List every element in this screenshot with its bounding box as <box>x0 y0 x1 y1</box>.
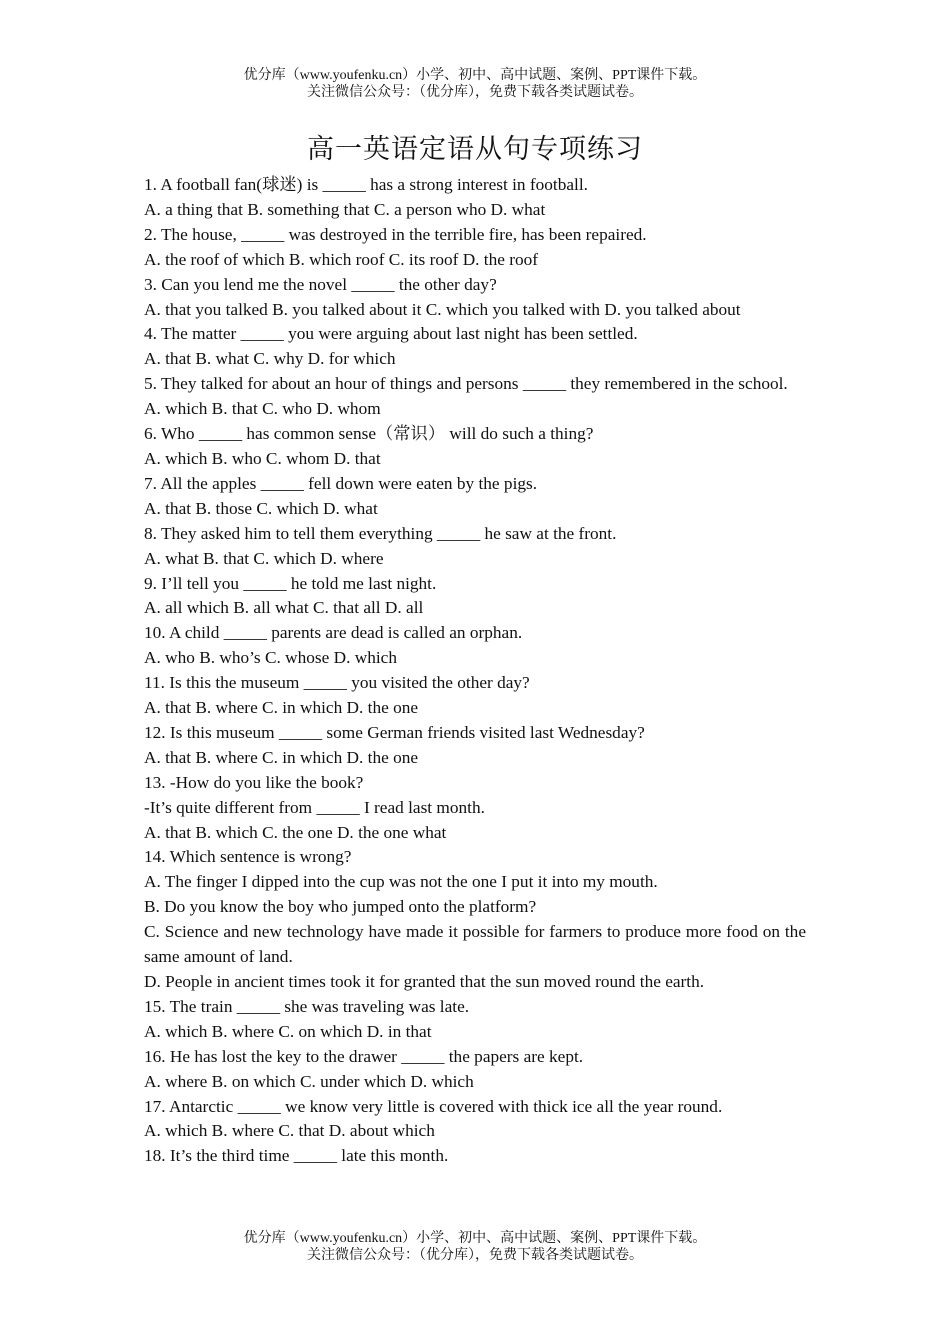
options-line: A. which B. where C. on which D. in that <box>144 1021 432 1041</box>
question-line: 1. A football fan(球迷) is _____ has a strong interest in football. <box>144 175 588 194</box>
option-line: A. The finger I dipped into the cup was not the one I put it into my mouth. <box>144 872 658 892</box>
header-line-1: 优分库（www.youfenku.cn）小学、初中、高中试题、案例、PPT课件下载。 <box>243 68 707 83</box>
question-line: 9. I’ll tell you _____ he told me last night. <box>144 573 437 593</box>
options-line: A. that B. those C. which D. what <box>144 498 378 518</box>
dialogue-line: -It’s quite different from _____ I read last month. <box>144 797 485 817</box>
question-line: 18. It’s the third time _____ late this month. <box>144 1146 449 1166</box>
options-line: A. that B. what C. why D. for which <box>144 349 396 369</box>
question-line: 13. -How do you like the book? <box>144 772 364 792</box>
question-line: 7. All the apples _____ fell down were eaten by the pigs. <box>144 473 538 493</box>
options-line: A. that you talked B. you talked about it C. which you talked with D. you talked about <box>144 299 741 319</box>
options-line: A. who B. who’s C. whose D. which <box>144 648 397 668</box>
question-line: 5. They talked for about an hour of things and persons _____ they remembered in the school. <box>144 374 788 394</box>
options-line: A. that B. which C. the one D. the one what <box>144 822 447 842</box>
footer-line-1: 优分库（www.youfenku.cn）小学、初中、高中试题、案例、PPT课件下载。 <box>243 1231 707 1246</box>
document-title: 高一英语定语从句专项练习 <box>307 134 643 164</box>
question-line: 8. They asked him to tell them everything _____ he saw at the front. <box>144 523 617 543</box>
options-line: A. all which B. all what C. that all D. all <box>144 598 424 618</box>
question-line: 6. Who _____ has common sense（常识） will do such a thing? <box>144 424 594 444</box>
options-line: A. which B. who C. whom D. that <box>144 448 381 468</box>
option-line: C. Science and new technology have made it possible for farmers to produce more food on the same amount of land. <box>144 922 806 967</box>
question-line: 11. Is this the museum _____ you visited the other day? <box>144 673 530 693</box>
page-footer <box>0 1230 950 1264</box>
question-line: 16. He has lost the key to the drawer _____ the papers are kept. <box>144 1046 584 1066</box>
question-line: 17. Antarctic _____ we know very little is covered with thick ice all the year round. <box>144 1096 723 1116</box>
question-line: 4. The matter _____ you were arguing about last night has been settled. <box>144 324 638 344</box>
question-line: 15. The train _____ she was traveling was late. <box>144 996 470 1016</box>
question-line: 10. A child _____ parents are dead is called an orphan. <box>144 623 523 643</box>
option-line: B. Do you know the boy who jumped onto the platform? <box>144 897 537 917</box>
options-line: A. what B. that C. which D. where <box>144 548 384 568</box>
options-line: A. that B. where C. in which D. the one <box>144 698 419 718</box>
options-line: A. the roof of which B. which roof C. its roof D. the roof <box>144 249 539 269</box>
option-line: D. People in ancient times took it for granted that the sun moved round the earth. <box>144 972 705 991</box>
options-line: A. which B. where C. that D. about which <box>144 1121 435 1141</box>
options-line: A. which B. that C. who D. whom <box>144 399 381 419</box>
question-line: 2. The house, _____ was destroyed in the terrible fire, has been repaired. <box>144 224 647 244</box>
page-header <box>0 67 950 101</box>
question-line: 12. Is this museum _____ some German friends visited last Wednesday? <box>144 722 645 742</box>
header-line-2: 关注微信公众号：（优分库），免费下载各类试题试卷。 <box>307 85 643 100</box>
exercise-body <box>144 173 806 1169</box>
question-line: 3. Can you lend me the novel _____ the other day? <box>144 274 497 294</box>
options-line: A. that B. where C. in which D. the one <box>144 747 419 767</box>
footer-line-2: 关注微信公众号：（优分库），免费下载各类试题试卷。 <box>307 1248 643 1263</box>
options-line: A. a thing that B. something that C. a person who D. what <box>144 199 546 219</box>
options-line: A. where B. on which C. under which D. which <box>144 1071 474 1091</box>
question-line: 14. Which sentence is wrong? <box>144 847 352 867</box>
